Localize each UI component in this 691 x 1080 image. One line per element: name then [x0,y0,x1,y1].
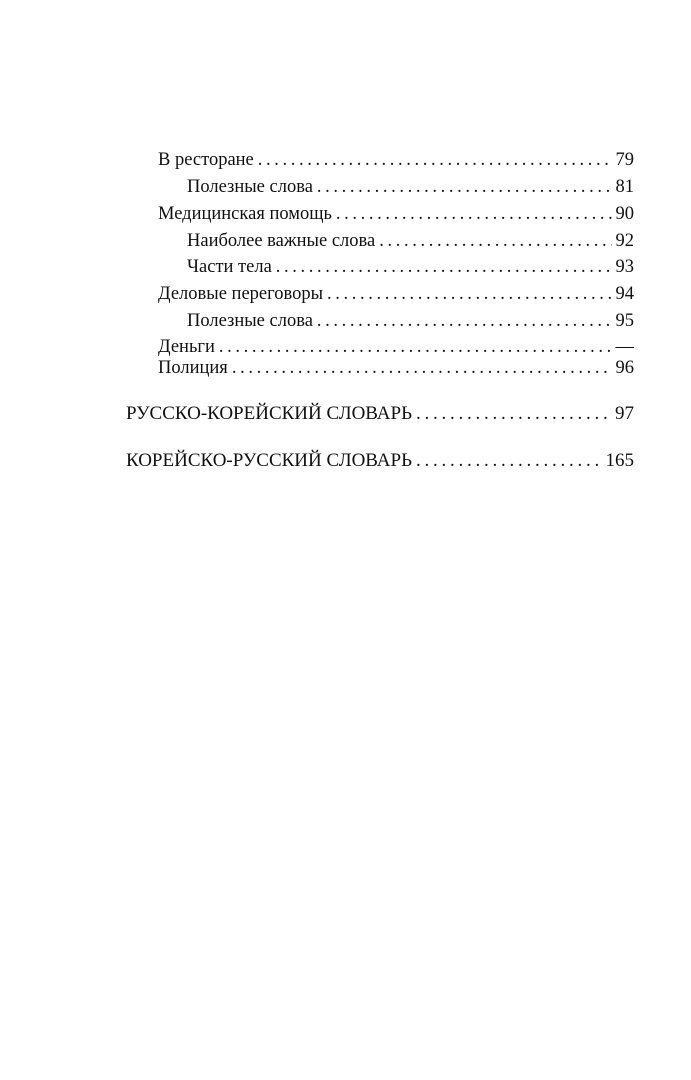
toc-entry-title: Медицинская помощь [158,204,332,224]
toc-entry-section [126,450,634,472]
dot-leader [276,256,612,278]
toc-entry-title: РУССКО-КОРЕЙСКИЙ СЛОВАРЬ [126,403,412,424]
dot-leader [379,230,611,252]
toc-entry-title: Деловые переговоры [158,284,324,304]
dot-leader [232,357,612,379]
toc-entry-title: Наиболее важные слова [187,231,376,251]
dot-leader [258,149,612,171]
toc-entry-page: 97 [615,403,634,424]
dot-leader [317,310,612,332]
toc-entry-page: 96 [615,358,634,378]
toc-entry-title: Деньги [158,337,215,357]
toc-entry-title: Части тела [187,257,272,277]
dot-leader [416,403,611,425]
toc-entry [158,357,634,379]
dot-leader [219,336,612,358]
toc-entry-title: Полезные слова [187,177,313,197]
dot-leader [416,450,602,472]
toc-entry [158,336,634,358]
toc-entry-page: — [615,337,634,357]
dot-leader [327,283,611,305]
toc-entry [158,203,634,225]
toc-entry [187,256,634,278]
toc-entry [187,176,634,198]
toc-entry-page: 93 [615,257,634,277]
toc-entry-title: Полиция [158,358,228,378]
toc-entry-page: 81 [615,177,634,197]
toc-entry [187,230,634,252]
toc-entry-page: 94 [615,284,634,304]
toc-entry-page: 165 [605,450,634,471]
toc-entry-section [126,403,634,425]
toc-entry-title: В ресторане [158,150,254,170]
toc-entry [158,283,634,305]
toc-entry-page: 90 [615,204,634,224]
toc-entry-page: 92 [615,231,634,251]
toc-entry-page: 79 [615,150,634,170]
toc-entry-title: КОРЕЙСКО-РУССКИЙ СЛОВАРЬ [126,450,412,471]
dot-leader [336,203,612,225]
dot-leader [317,176,612,198]
toc-entry-title: Полезные слова [187,311,313,331]
toc-entry-page: 95 [615,311,634,331]
toc-entry [158,149,634,171]
toc-entry [187,310,634,332]
